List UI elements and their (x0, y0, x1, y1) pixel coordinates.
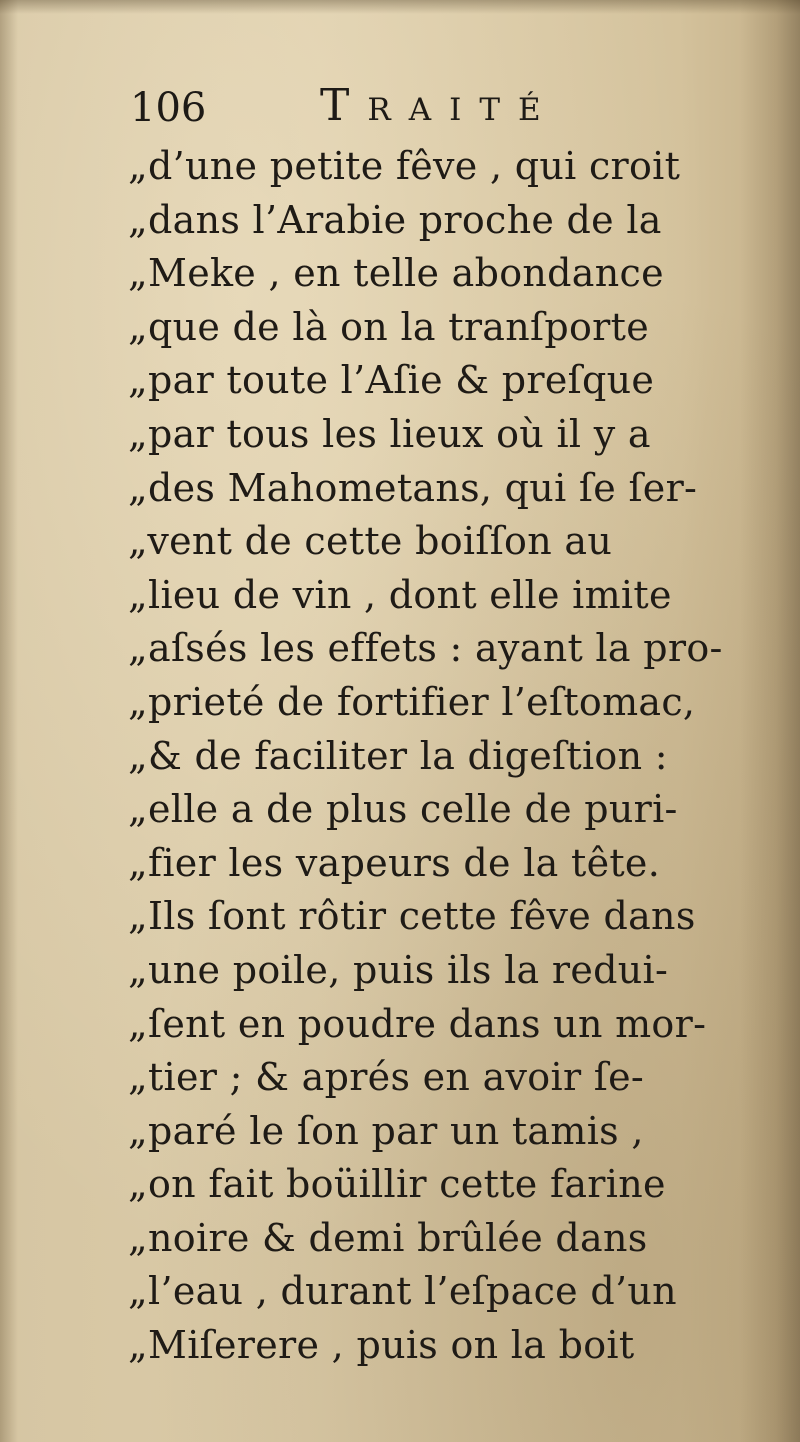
text-line: „des Mahometans, qui ſe ſer- (128, 465, 698, 510)
text-line: „une poile, puis ils la redui- (128, 947, 669, 992)
text-line: „vent de cette boiſſon au (128, 519, 613, 564)
text-line: „d’une petite fêve , qui croit (128, 144, 681, 188)
text-line: „& de faciliter la digeſtion : (128, 733, 668, 778)
page-spine-shadow (740, 0, 800, 1442)
text-line: „ſent en poudre dans un mor- (128, 1001, 707, 1046)
text-line: „dans l’Arabie proche de la (128, 197, 662, 242)
text-line: „Ils ſont rôtir cette fêve dans (128, 894, 696, 939)
text-line: „par toute l’Aſie & preſque (128, 358, 655, 403)
text-line: „fier les vapeurs de la tête. (128, 840, 661, 885)
text-line: „lieu de vin , dont elle imite (128, 572, 672, 617)
page-left-edge-shadow (0, 0, 18, 1442)
text-line: „prieté de fortifier l’eſtomac, (128, 679, 696, 724)
text-line: „on fait boüillir cette farine (128, 1162, 666, 1207)
text-line: „l’eau , durant l’eſpace d’un (128, 1269, 677, 1314)
text-line: „noire & demi brûlée dans (128, 1215, 648, 1260)
running-head: Traité (320, 80, 559, 131)
text-line: „Miſerere , puis on la boit (128, 1323, 635, 1368)
body-text (128, 140, 738, 1373)
text-line: „Meke , en telle abondance (128, 251, 664, 296)
page-header (130, 78, 690, 138)
text-line: „par tous les lieux où il y a (128, 411, 651, 456)
text-line: „que de là on la tranſporte (128, 304, 650, 349)
text-line: „aſsés les effets : ayant la pro- (128, 626, 723, 671)
page-number: 106 (130, 85, 207, 131)
page-top-edge-shadow (0, 0, 800, 14)
text-line: „tier ; & aprés en avoir ſe- (128, 1055, 645, 1100)
text-line: „paré le ſon par un tamis , (128, 1108, 644, 1153)
text-line: „elle a de plus celle de puri- (128, 787, 678, 832)
